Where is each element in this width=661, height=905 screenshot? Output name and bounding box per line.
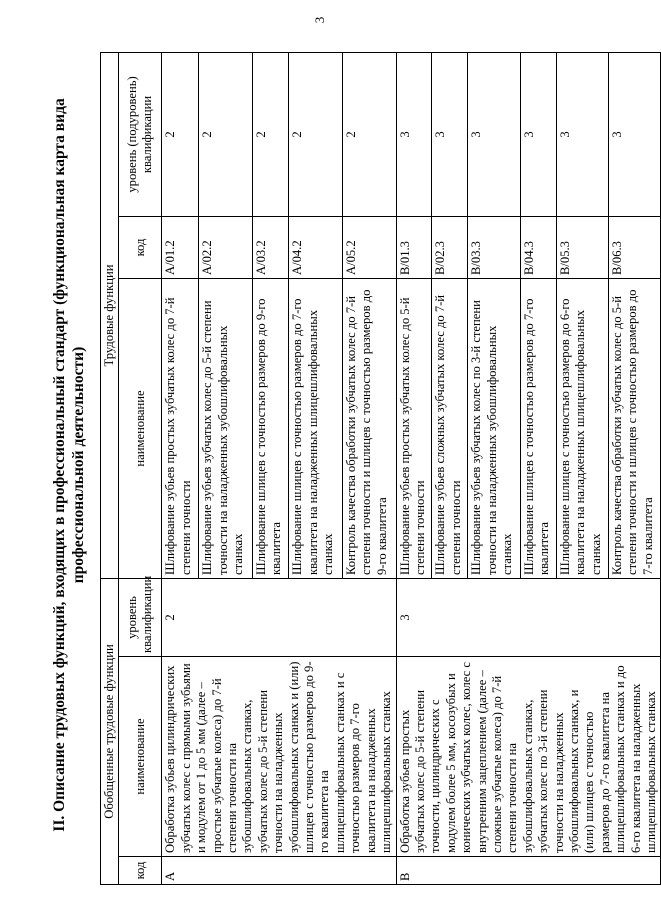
col-code: код — [119, 857, 162, 885]
tf-level: 2 — [342, 52, 396, 216]
column-header-row — [119, 52, 162, 884]
generalized-functions-header: Обобщенные трудовые функции — [101, 579, 119, 885]
gf-code: A — [162, 857, 396, 885]
tf-level: 3 — [396, 52, 432, 216]
tf-name: Шлифование зубьев зубчатых колес по 3-й степени точности на наладженных зубошлифовальных станках — [468, 279, 520, 579]
tf-name: Шлифование шлицев с точностью размеров до 7-го квалитета — [520, 279, 556, 579]
tf-level: 3 — [520, 52, 556, 216]
tf-code: A/03.2 — [252, 217, 289, 279]
tf-level: 2 — [199, 52, 253, 216]
tf-level: 3 — [432, 52, 468, 216]
tf-name: Шлифование шлицев с точностью размеров до 7-го квалитета на наладженных шлицешлифовальных станках — [289, 279, 343, 579]
tf-name: Контроль качества обработки зубчатых колес до 5-й степени точности и шлицев с точностью размеров до 7-го квалитета — [609, 279, 661, 579]
gf-level: 2 — [162, 579, 396, 657]
col-name: наименование — [119, 657, 162, 857]
tf-code: B/06.3 — [609, 217, 661, 279]
tf-code: B/01.3 — [396, 217, 432, 279]
labor-functions-header: Трудовые функции — [101, 52, 119, 578]
gf-name: Обработка зубьев цилиндрических зубчатых колес с прямыми зубьями и модулем от 1 до 5 мм (далее – простые зубчатые колеса) до 7-й степени точности на зубошлифовальных станках, зубчатых колес до 5-й степени точности на наладженных зубошлифовальных станках и (или) шлицев с точностью размеров до 9-го квалитета на шлицешлифовальных станках и с точностью размеров до 7-го квалитета на наладженных шлицешлифовальных станках — [162, 657, 396, 857]
table-row — [396, 52, 432, 884]
tf-name: Шлифование зубьев зубчатых колес до 5-й степени точности на наладженных зубошлифовальных станках — [199, 279, 253, 579]
tf-name: Шлифование зубьев простых зубчатых колес до 5-й степени точности — [396, 279, 432, 579]
tf-name: Шлифование зубьев простых зубчатых колес до 7-й степени точности — [162, 279, 199, 579]
gf-name: Обработка зубьев простых зубчатых колес до 5-й степени точности, цилиндрических с модулем более 5 мм, косозубых и конических зубчатых колес, колес с внутренним зацеплением (далее – сложные зубчатые колеса) до 7-й степени точности на зубошлифовальных станках, зубчатых колес по 3-й степени точности на наладженных зубошлифовальных станках, и (или) шлицев с точностью размеров до 7-го квалитета на шлицешлифовальных станках и до 6-го квалитета на наладженных шлицешлифовальных станках — [396, 657, 661, 857]
functional-map-table — [100, 52, 661, 885]
col-level: уровень квалификации — [119, 579, 162, 657]
table-row — [162, 52, 199, 884]
col-tf-code: код — [119, 217, 162, 279]
group-header-row — [101, 52, 119, 884]
tf-name: Шлифование шлицев с точностью размеров до 6-го квалитета на наладженных шлицешлифовальных станках — [556, 279, 608, 579]
col-tf-name: наименование — [119, 279, 162, 579]
tf-code: A/02.2 — [199, 217, 253, 279]
tf-level: 3 — [468, 52, 520, 216]
tf-level: 2 — [289, 52, 343, 216]
rotated-page-content — [50, 45, 658, 885]
tf-code: B/04.3 — [520, 217, 556, 279]
tf-level: 3 — [556, 52, 608, 216]
tf-code: A/05.2 — [342, 217, 396, 279]
col-tf-level: уровень (подуровень) квалификации — [119, 52, 162, 216]
tf-level: 2 — [162, 52, 199, 216]
tf-code: B/03.3 — [468, 217, 520, 279]
tf-level: 2 — [252, 52, 289, 216]
gf-level: 3 — [396, 579, 661, 657]
tf-name: Контроль качества обработки зубчатых колес до 7-й степени точности и шлицев с точностью размеров до 9-го квалитета — [342, 279, 396, 579]
tf-level: 3 — [609, 52, 661, 216]
gf-code: B — [396, 857, 661, 885]
page-number: 3 — [312, 16, 327, 24]
tf-code: B/05.3 — [556, 217, 608, 279]
section-heading: II. Описание трудовых функций, входящих в профессиональный стандарт (функциональная карта вида профессиональной деятельности) — [51, 98, 87, 832]
tf-code: A/01.2 — [162, 217, 199, 279]
tf-name: Шлифование шлицев с точностью размеров до 9-го квалитета — [252, 279, 289, 579]
tf-code: A/04.2 — [289, 217, 343, 279]
tf-code: B/02.3 — [432, 217, 468, 279]
tf-name: Шлифование зубьев сложных зубчатых колес до 7-й степени точности — [432, 279, 468, 579]
